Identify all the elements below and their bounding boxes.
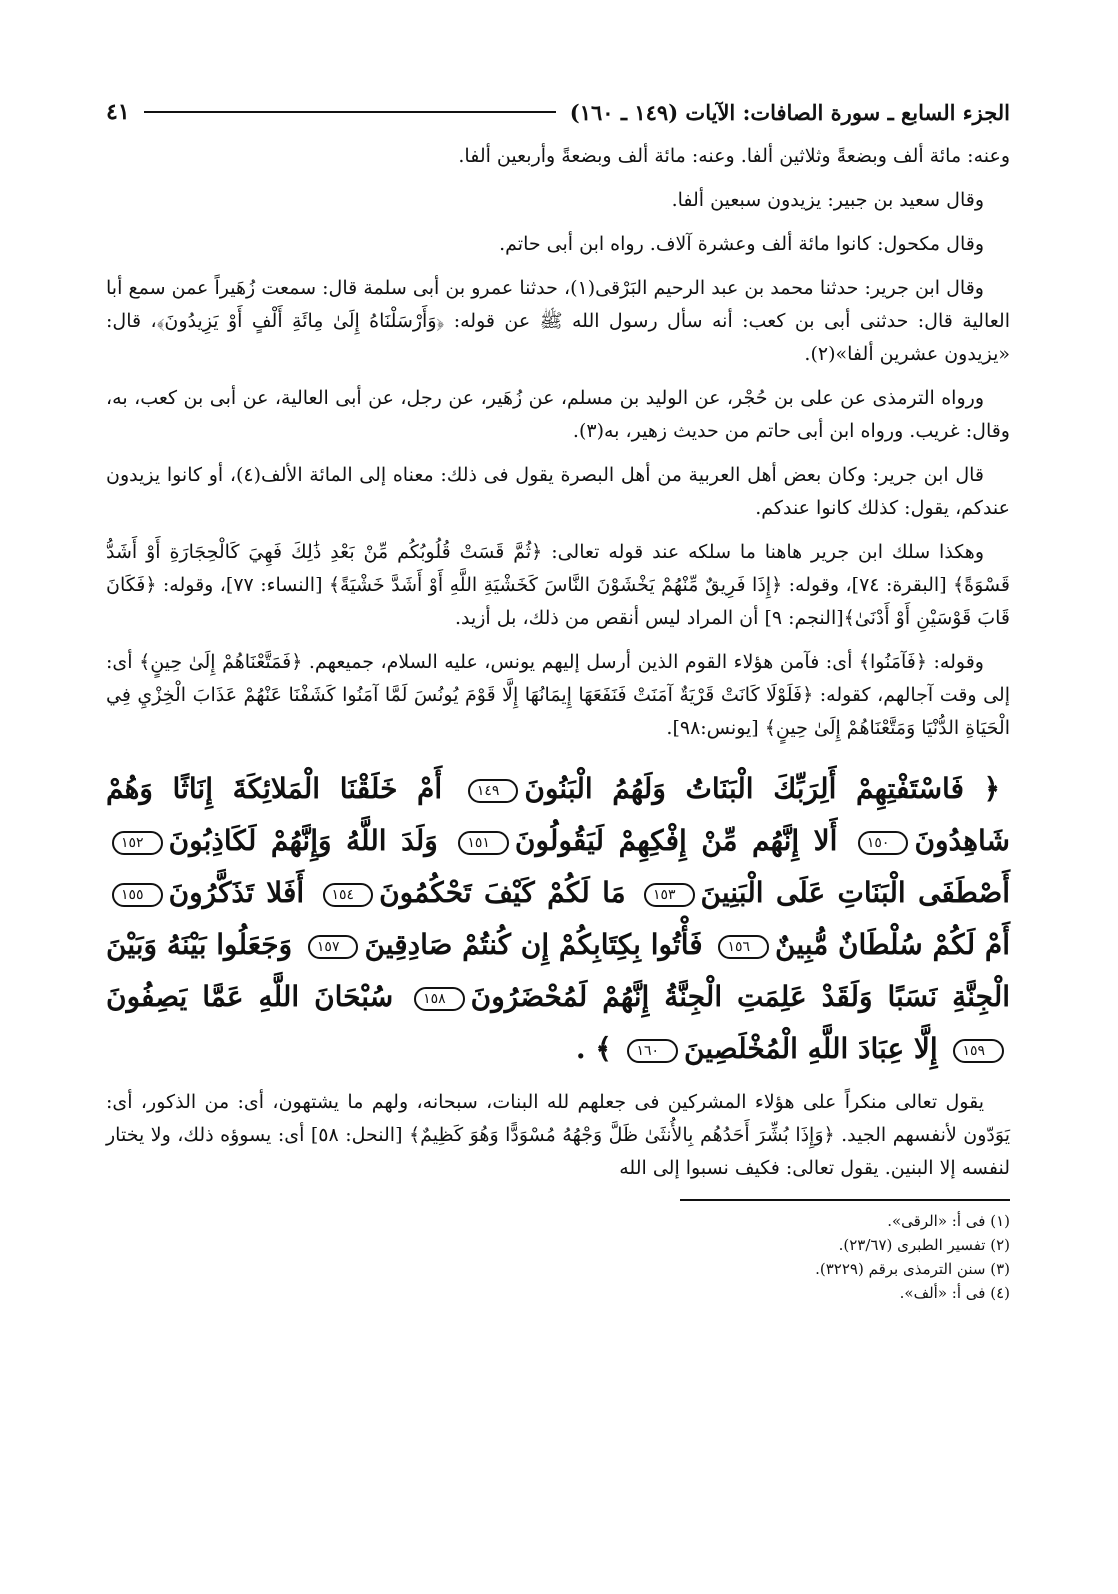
verse-text: أَمْ خَلَقْنَا الْمَلائِكَةَ إِنَاثًا وَهُمْ شَاهِدُونَ	[106, 772, 1010, 857]
verse-text: وَجَعَلُوا بَيْنَهُ وَبَيْنَ الْجِنَّةِ نَسَبًا وَلَقَدْ عَلِمَتِ الْجِنَّةُ إِنَّهُمْ لَمُحْضَرُونَ	[106, 928, 1011, 1013]
verse-text: سُبْحَانَ اللَّهِ عَمَّا يَصِفُونَ	[106, 980, 394, 1013]
aya-number-marker: ١٥١	[458, 831, 509, 855]
verse-text: وَلَدَ اللَّهُ وَإِنَّهُمْ لَكَاذِبُونَ	[168, 824, 438, 857]
footnote-4: (٤) فى أ: «ألف».	[899, 1284, 1010, 1302]
verse-text: إِلَّا عِبَادَ اللَّهِ الْمُخْلَصِينَ	[684, 1032, 938, 1065]
aya-number-marker: ١٥٥	[112, 883, 163, 907]
verse-text: فَأْتُوا بِكِتَابِكُمْ إِن كُنتُمْ صَادِقِينَ	[364, 928, 703, 961]
verse-text: فَاسْتَفْتِهِمْ أَلِرَبِّكَ الْبَنَاتُ وَلَهُمُ الْبَنُونَ	[524, 772, 964, 805]
paragraph-5: ورواه الترمذى عن على بن حُجْر، عن الوليد بن مسلم، عن زُهَير، عن رجل، عن أبى العالية، عن أبى بن كعب، به، وقال: غريب. ورواه ابن أبى حاتم من حديث زهير، به(٣).	[106, 387, 1010, 442]
footnote-3: (٣) سنن الترمذى برقم (٣٢٢٩).	[815, 1260, 1010, 1278]
paragraph-6: قال ابن جرير: وكان بعض أهل العربية من أهل البصرة يقول فى ذلك: معناه إلى المائة الألف(٤)، أو كانوا يزيدون عندكم، يقول: كذلك كانوا عندكم.	[106, 464, 1010, 519]
aya-number-marker: ١٥٩	[953, 1039, 1004, 1063]
paragraph-2: وقال سعيد بن جبير: يزيدون سبعين ألفا.	[671, 189, 984, 211]
aya-number-marker: ١٥٤	[323, 883, 374, 907]
header-rule	[144, 111, 556, 113]
aya-number-marker: ١٥٢	[112, 831, 163, 855]
aya-number-marker: ١٤٩	[468, 779, 519, 803]
paragraph-7: وهكذا سلك ابن جرير هاهنا ما سلكه عند قوله تعالى: ﴿ثُمَّ قَسَتْ قُلُوبُكُم مِّنْ بَعْدِ ذَٰلِكَ فَهِيَ كَالْحِجَارَةِ أَوْ أَشَدُّ قَسْوَةً﴾ [البقرة: ٧٤]، وقوله: ﴿إِذَا فَرِيقٌ مِّنْهُمْ يَخْشَوْنَ النَّاسَ كَخَشْيَةِ اللَّهِ أَوْ أَشَدَّ خَشْيَةً﴾ [النساء: ٧٧]، وقوله: ﴿فَكَانَ قَابَ قَوْسَيْنِ أَوْ أَدْنَىٰ﴾[النجم: ٩] أن المراد ليس أنقص من ذلك، بل أزيد.	[106, 541, 1010, 629]
aya-number-marker: ١٦٠	[627, 1039, 678, 1063]
running-header	[106, 92, 1010, 132]
verse-text: أَلا إِنَّهُم مِّنْ إِفْكِهِمْ لَيَقُولُونَ	[514, 824, 838, 857]
paragraph-1: وعنه: مائة ألف وبضعةً وثلاثين ألفا. وعنه: مائة ألف وبضعةً وأربعين ألفا.	[458, 145, 1010, 167]
footnotes	[106, 1209, 1010, 1305]
verse-text: أَمْ لَكُمْ سُلْطَانٌ مُّبِينٌ	[775, 928, 1011, 961]
footnote-2: (٢) تفسير الطبرى (٢٣/٦٧).	[838, 1236, 1010, 1254]
aya-number-marker: ١٥٠	[858, 831, 909, 855]
paragraph-8: وقوله: ﴿فَآمَنُوا﴾ أى: فآمن هؤلاء القوم الذين أرسل إليهم يونس، عليه السلام، جميعهم. ﴿فَمَتَّعْنَاهُمْ إِلَىٰ حِينٍ﴾ أى: إلى وقت آجالهم، كقوله: ﴿فَلَوْلَا كَانَتْ قَرْيَةٌ آمَنَتْ فَنَفَعَهَا إِيمَانُهَا إِلَّا قَوْمَ يُونُسَ لَمَّا آمَنُوا كَشَفْنَا عَنْهُمْ عَذَابَ الْخِزْيِ فِي الْحَيَاةِ الدُّنْيَا وَمَتَّعْنَاهُمْ إِلَىٰ حِينٍ﴾ [يونس:٩٨].	[106, 651, 1010, 739]
quran-open-bracket: ﴿	[983, 772, 1001, 805]
paragraph-3: وقال مكحول: كانوا مائة ألف وعشرة آلاف. رواه ابن أبى حاتم.	[499, 233, 984, 255]
footnote-1: (١) فى أ: «الرقى».	[887, 1212, 1010, 1230]
verse-text: مَا لَكُمْ كَيْفَ تَحْكُمُونَ	[379, 876, 626, 909]
verse-text: أَصْطَفَى الْبَنَاتِ عَلَى الْبَنِينَ	[700, 876, 1011, 909]
aya-number-marker: ١٥٦	[718, 935, 769, 959]
aya-number-marker: ١٥٣	[644, 883, 695, 907]
quran-close-bracket: ﴾ .	[575, 1032, 612, 1065]
running-header-title: الجزء السابع ـ سورة الصافات: الآيات (١٤٩ ـ ١٦٠)	[569, 99, 1010, 125]
page-number: ٤١	[106, 99, 130, 125]
paragraph-4: وقال ابن جرير: حدثنا محمد بن عبد الرحيم البَرْقى(١)، حدثنا عمرو بن أبى سلمة قال: سمعت زُهَيراً عمن سمع أبا العالية قال: حدثنى أبى بن كعب: أنه سأل رسول الله ﷺ عن قوله: ﴿وَأَرْسَلْنَاهُ إِلَىٰ مِائَةِ أَلْفٍ أَوْ يَزِيدُونَ﴾، قال: «يزيدون عشرين ألفا»(٢).	[106, 277, 1010, 365]
aya-number-marker: ١٥٨	[414, 987, 465, 1011]
footnote-rule	[680, 1199, 1010, 1201]
commentary-paragraph: يقول تعالى منكراً على هؤلاء المشركين فى جعلهم لله البنات، سبحانه، ولهم ما يشتهون، أى: من الذكور، أى: يَوَدّون لأنفسهم الجيد. ﴿وَإِذَا بُشِّرَ أَحَدُهُم بِالأُنثَىٰ ظَلَّ وَجْهُهُ مُسْوَدًّا وَهُوَ كَظِيمٌ﴾ [النحل: ٥٨] أى: يسوؤه ذلك، ولا يختار لنفسه إلا البنين. يقول تعالى: فكيف نسبوا إلى الله	[106, 1091, 1010, 1179]
aya-number-marker: ١٥٧	[308, 935, 359, 959]
quran-verses-block	[106, 763, 1010, 1075]
verse-text: أَفَلا تَذَكَّرُونَ	[168, 876, 305, 909]
